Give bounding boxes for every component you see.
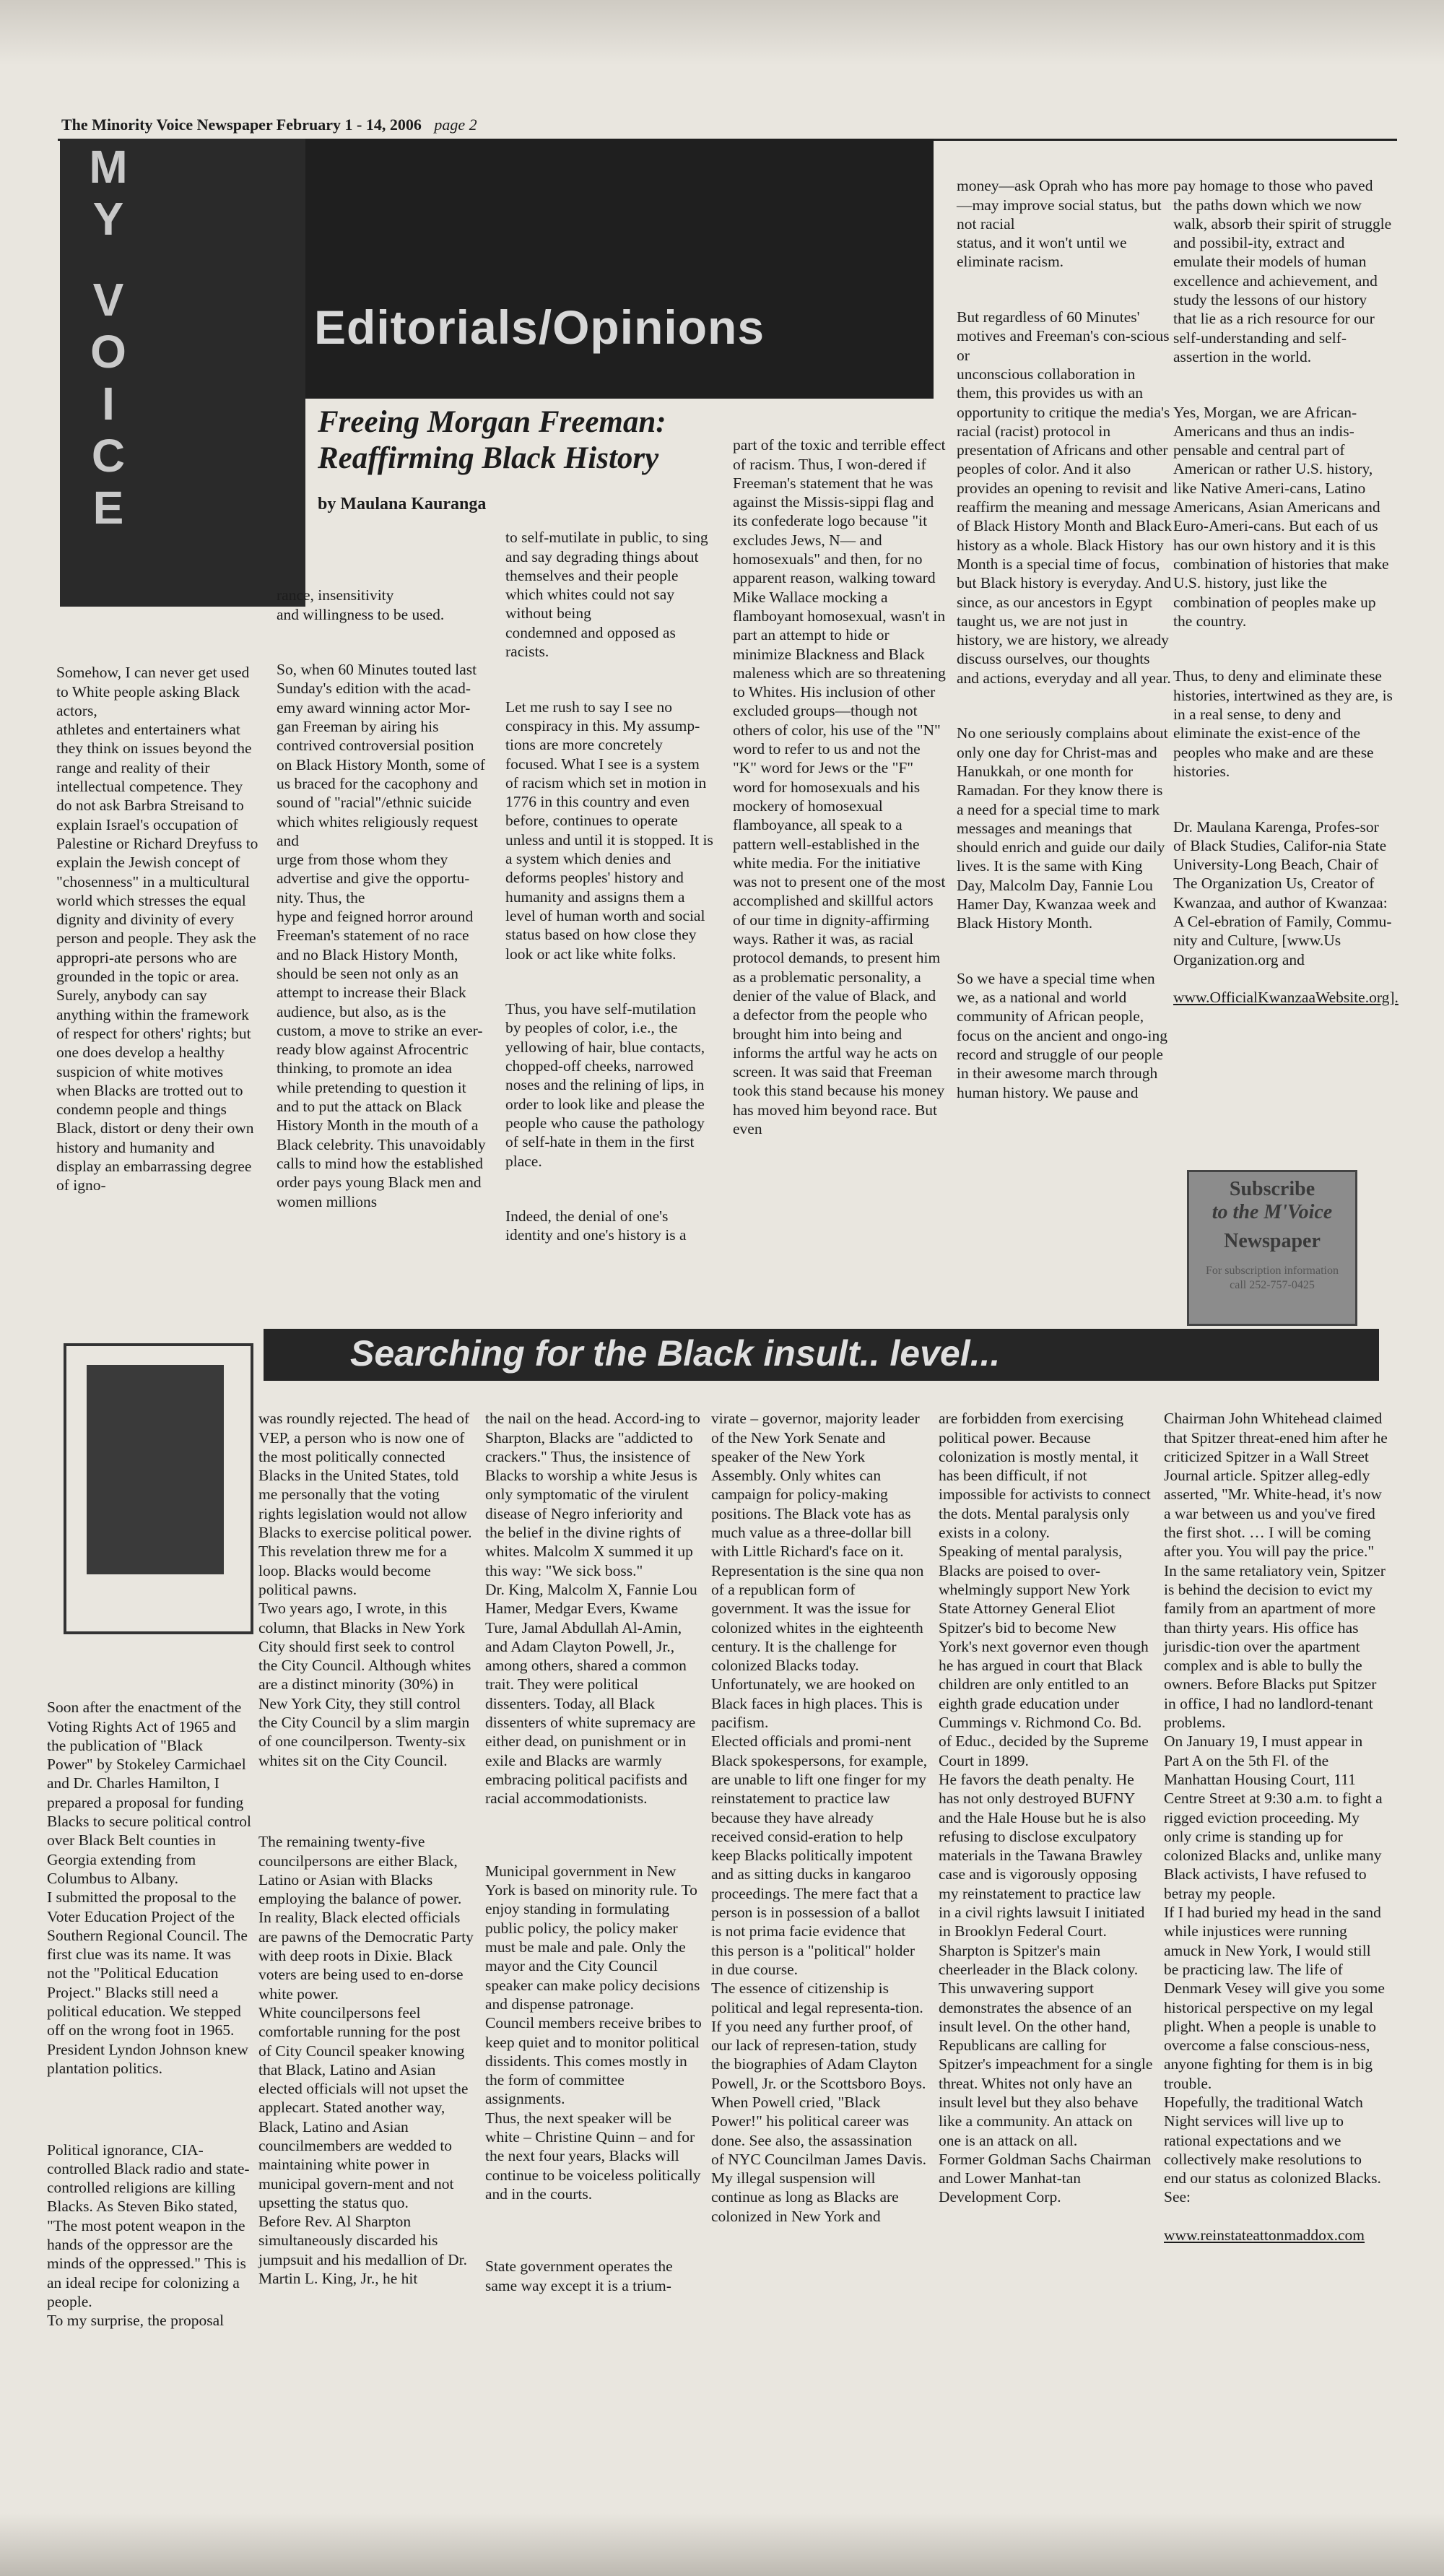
paragraph: So, when 60 Minutes touted last Sunday's edition with the acad-emy award winning actor Mor-gan Freeman by airing his contrived controversial position on Black History Month, some of us braced for the cacophony and sound of "racial"/ethnic suicide which whites religiously request and urge from those whom they advertise and give the opportu-nity. Thus, the hype and feigned horror around Freeman's statement of no race and no Black History Month, should be seen not only as an attempt to increase their Black audience, but also, as is the custom, a move to strike an ever-ready blow against Afrocentric thinking, to promote an idea while pretending to question it and to put the attack on Black History Month in the mouth of a Black celebrity. This unavoidably calls to mind how the established order pays young Black men and women millions <box>277 661 486 1210</box>
article1-column-3 <box>505 509 715 1281</box>
article2-column-5 <box>939 1390 1155 2243</box>
article2-column-6 <box>1164 1390 1388 2264</box>
author-photo <box>87 1365 224 1574</box>
paragraph: Dr. Maulana Karenga, Profes-sor of Black Studies, Califor-nia State University-Long Beach, Chair of The Organization Us, Creator of Kwanzaa, and author of Kwanzaa: A Cel-ebration of Family, Commu-nity and Culture, [www.Us Organization.org and <box>1173 818 1392 968</box>
scan-edge-top <box>0 0 1444 65</box>
section-title: Editorials/Opinions <box>314 300 765 354</box>
scan-edge-bottom <box>0 2513 1444 2576</box>
paragraph: the nail on the head. Accord-ing to Sharpton, Blacks are "addicted to crackers." Thus, the insistence of Blacks to worship a white Jesus is only symptomatic of the virulent disease of Negro inferiority and the belief in the divine rights of whites. Malcolm X summed it up this way: "We sick boss." Dr. King, Malcolm X, Fannie Lou Hamer, Medgar Evers, Kwame Ture, Jamal Abdullah Al-Amin, and Adam Clayton Powell, Jr., among others, shared a common trait. They were political dissenters. Today, all Black dissenters of white supremacy are either dead, on punishment or in exile and Blacks are warmly embracing political pacifists and racial accommodationists. <box>485 1410 700 1808</box>
ad-line: Newspaper <box>1224 1230 1321 1252</box>
paragraph: are forbidden from exercising political power. Because colonization is mostly mental, it has been difficult, if not impossible for activists to connect the dots. Mental paralysis only exists in a colony. Speaking of mental paralysis, Blacks are poised to over-whelmingly support New York State Attorney General Eliot Spitzer's bid to become New York's next governor even though he has argued in court that Black children are only entitled to an eighth grade education under Cummings v. Richmond Co. Bd. of Educ., decided by the Supreme Court in 1899. He favors the death penalty. He has not only destroyed BUFNY and the Hale House but he is also refusing to disclose exculpatory materials in the Tawana Brawley case and is vigorously opposing my reinstatement to practice law in a civil rights lawsuit I initiated in Brooklyn Federal Court. Sharpton is Spitzer's main cheerleader in the Black colony. This unwavering support demonstrates the absence of an insult level. On the other hand, Republicans are calling for Spitzer's impeachment for a single threat. Whites not only have an insult level but they also behave like a community. An attack on one is an attack on all. Former Goldman Sachs Chairman and Lower Manhat-tan Development Corp. <box>939 1410 1153 2206</box>
article1-column-1 <box>56 644 260 1231</box>
my-voice-vertical-logo <box>83 141 134 534</box>
paragraph: No one seriously complains about only one day for Christ-mas and Hanukkah, or one month for Ramadan. For they know there is a need for a special time to mark messages and meanings that should enrich and guide our daily lives. It is the same with King Day, Malcolm Day, Fannie Lou Hamer Day, Kwanzaa week and Black History Month. <box>957 724 1168 932</box>
article2-column-1 <box>47 1679 253 2367</box>
ad-line: For subscription information <box>1206 1265 1339 1277</box>
paragraph: Yes, Morgan, we are African-Americans and thus an indis-pensable and central part of American or rather U.S. history, like Native Ameri-cans, Latino Americans, Asian Americans and Euro-Ameri-cans. But each of us has our own history and it is this combination of histories that make U.S. history, just like the combination of peoples make up the country. <box>1173 403 1389 630</box>
paragraph: part of the toxic and terrible effect of racism. Thus, I won-dered if Freeman's statement that he was against the Missis-sippi flag and its confederate logo because "it excludes Jews, N— and homosexuals" and then, for no apparent reason, walking toward Mike Wallace mocking a flamboyant homosexual, wasn't in part an attempt to hide or minimize Blackness and Black maleness which are so threatening to Whites. His inclusion of other excluded groups—though not others of color, his use of the "N" word to refer to us and not the "K" word for Jews or the "F" word for homosexuals and his mockery of homosexual flamboyance, all speak to a pattern well-established in the white media. For the initiative was not to present one of the most accomplished and skillful actors of our time in dignity-affirming ways. Rather it was, as racial protocol demands, to present him as a problematic personality, a denier of the value of Black, and a defector from the people who brought him into being and informs the artful way he acts on screen. It was said that Freeman took this stand because his money has moved him beyond race. But even <box>733 436 946 1137</box>
headline-line-2: Reaffirming Black History <box>318 441 659 475</box>
logo-letter: Y <box>92 193 124 245</box>
logo-letter: V <box>92 274 124 326</box>
paragraph: State government operates the same way except it is a trium- <box>485 2258 673 2294</box>
headline-line-1: Freeing Morgan Freeman: <box>318 405 666 439</box>
paragraph: So we have a special time when we, as a national and world community of African people, focus on the ancient and ongo-ing record and struggle of our people in their awesome march through human history. We pause and <box>957 969 1167 1101</box>
article1-column-5 <box>957 157 1173 1138</box>
article1-column-2 <box>277 567 486 1247</box>
paragraph: rance, insensitivity and willingness to be used. <box>277 586 445 623</box>
header-page-number: page 2 <box>434 116 477 134</box>
article1-column-6 <box>1173 157 1399 1026</box>
paragraph: Municipal government in New York is based on minority rule. To enjoy standing in formulating public policy, the policy maker must be male and pale. Only the mayor and the City Council speaker can make policy decisions and dispense patronage. Council members receive bribes to keep quiet and to monitor political dissidents. This comes mostly in the form of committee assignments. Thus, the next speaker will be white – Christine Quinn – and for the next four years, Blacks will continue to be voiceless politically and in the courts. <box>485 1862 702 2203</box>
paragraph: Chairman John Whitehead claimed that Spitzer threat-ened him after he criticized Spitzer in a Wall Street Journal article. Spitzer alleg-edly asserted, "Mr. White-head, it's now a war between us and you've fired the first shot. … I will be coming after you. You will pay the price." In the same retaliatory vein, Spitzer is behind the decision to evict my family from an apartment of more than thirty years. His office has jurisdic-tion over the apartment complex and is able to bully the owners. Before Blacks put Spitzer in office, I had no landlord-tenant problems. On January 19, I must appear in Part A on the 5th Fl. of the Manhattan Housing Court, 111 Centre Street at 9:30 a.m. to fight a rigged eviction proceeding. My only crime is standing up for colonized Blacks and, unlike many Black activists, I have refused to betray my people. If I had buried my head in the sand while injustices were running amuck in New York, I would still be practicing law. The life of Denmark Vesey will give you some historical perspective on my legal plight. When a people is unable to overcome a false conscious-ness, anyone fighting for them is in big trouble. Hopefully, the traditional Watch Night services will live up to rational expectations and we collectively make resolutions to end our status as colonized Blacks. See: <box>1164 1410 1388 2206</box>
reinstate-website-link[interactable]: www.reinstateattonmaddox.com <box>1164 2226 1365 2245</box>
paragraph: Thus, to deny and eliminate these histories, intertwined as they are, is in a real sense, to deny and eliminate the exist-ence of the peoples who make and are these histories. <box>1173 667 1393 780</box>
paragraph: to self-mutilate in public, to sing and say degrading things about themselves and their people which whites could not say without being condemned and opposed as racists. <box>505 529 708 661</box>
ad-line: to the M'Voice <box>1212 1201 1333 1223</box>
paragraph: Let me rush to say I see no conspiracy in this. My assump-tions are more concretely focused. What I see is a system of racism which set in motion in 1776 in this country and even before, continues to operate unless and until it is stopped. It is a system which denies and deforms peoples' history and humanity and assigns them a level of human worth and social status based on how close they look or act like white folks. <box>505 698 713 963</box>
paragraph: Indeed, the denial of one's identity and one's history is a <box>505 1207 687 1244</box>
paragraph: pay homage to those who paved the paths down which we now walk, absorb their spirit of struggle and possibil-ity, extract and emulate their models of human excellence and achievement, and study the lessons of our history that lie as a rich resource for our self-understanding and self-assertion in the world. <box>1173 177 1392 365</box>
logo-letter: C <box>91 430 126 482</box>
paragraph: was roundly rejected. The head of VEP, a person who is now one of the most politically connected Blacks in the United States, told me personally that the voting rights legislation would not allow Blacks to exercise political power. This revelation threw me for a loop. Blacks would become political pawns. Two years ago, I wrote, in this column, that Blacks in New York City should first seek to control the City Council. Although whites are a distinct minority (30%) in New York City, they still control the City Council by a slim margin of one councilperson. Twenty-six whites sit on the City Council. <box>258 1410 472 1769</box>
page-header <box>61 116 1397 140</box>
logo-letter: E <box>92 482 124 534</box>
paragraph: But regardless of 60 Minutes' motives and Freeman's con-scious or unconscious collaboration in them, this provides us with an opportunity to critique the media's racial (racist) protocol in presentation of Africans and other peoples of color. And it also provides an opening to revisit and reaffirm the meaning and message of Black History Month and Black history as a whole. Black History Month is a special time of focus, but Black history is everyday. And since, as our ancestors in Egypt taught us, we are not just in history, we are history, we already discuss ourselves, our thoughts and actions, everyday and all year. <box>957 308 1172 687</box>
article2-column-3 <box>485 1390 702 2331</box>
paragraph: Soon after the enactment of the Voting Rights Act of 1965 and the publication of "Black Power" by Stokeley Carmichael and Dr. Charles Hamilton, I prepared a proposal for funding Blacks to secure political control over Black Belt counties in Georgia extending from Columbus to Albany. I submitted the proposal to the Voter Education Project of the Southern Regional Council. The first clue was its name. It was not the "Political Education Project." Blacks still need a political education. We stepped off on the wrong foot in 1965. President Lyndon Johnson knew plantation politics. <box>47 1699 251 2077</box>
paragraph: virate – governor, majority leader of the New York Senate and speaker of the New York Assembly. Only whites can campaign for policy-making positions. The Black vote has as much value as a three-dollar bill with Little Richard's face on it. Representation is the sine qua non of a republican form of government. It was the issue for colonized whites in the eighteenth century. It is the challenge for colonized Blacks today. Unfortunately, we are hooked on Black faces in high places. This is pacifism. Elected officials and promi-nent Black spokespersons, for example, are unable to lift one finger for my reinstatement to practice law because they have already received consid-eration to help keep Blacks politically impotent and as sitting ducks in kangaroo proceedings. The mere fact that a person is in possession of a ballot is not prima facie evidence that this person is a "political" holder in due course. The essence of citizenship is political and legal representa-tion. If you need any further proof, of our lack of represen-tation, study the biographies of Adam Clayton Powell, Jr. or the Scottsboro Boys. When Powell cried, "Black Power!" his political career was done. See also, the assassination of NYC Councilman James Davis. My illegal suspension will continue as long as Blacks are colonized in New York and <box>711 1410 928 2225</box>
logo-letter: M <box>89 141 128 193</box>
kwanzaa-website-link[interactable]: www.OfficialKwanzaaWebsite.org]. <box>1173 989 1399 1007</box>
article2-headline: Searching for the Black insult.. level... <box>350 1333 1001 1374</box>
header-publication: The Minority Voice Newspaper February 1 - 14, 2006 <box>61 116 422 134</box>
article1-column-4 <box>733 417 946 1175</box>
ad-line: Subscribe <box>1229 1178 1315 1200</box>
article2-column-4 <box>711 1390 928 2262</box>
paragraph: Thus, you have self-mutilation by peoples of color, i.e., the yellowing of hair, blue contacts, chopped-off cheeks, narrowed noses and the relining of lips, in order to look like and please the people who cause the pathology of self-hate in them in the first place. <box>505 1000 705 1170</box>
article-headline <box>318 404 722 477</box>
logo-letter: I <box>102 378 115 430</box>
logo-letter: O <box>90 326 126 378</box>
paragraph: The remaining twenty-five councilpersons are either Black, Latino or Asian with Blacks employing the balance of power. In reality, Black elected officials are pawns of the Democratic Party with deep roots in Dixie. Black voters are being used to en-dorse white power. White councilpersons feel comfortable running for the post of City Council speaker knowing that Black, Latino and Asian elected officials will not upset the applecart. Stated another way, Black, Latino and Asian councilmembers are wedded to maintaining white power in municipal govern-ment and not upsetting the status quo. Before Rev. Al Sharpton simultaneously discarded his jumpsuit and his medallion of Dr. Martin L. King, Jr., he hit <box>258 1833 474 2288</box>
article2-column-2 <box>258 1390 475 2325</box>
subscribe-ad[interactable] <box>1187 1170 1357 1326</box>
paragraph: money—ask Oprah who has more—may improve social status, but not racial status, and it won't until we eliminate racism. <box>957 177 1169 271</box>
article-byline: by Maulana Kauranga <box>318 495 487 513</box>
ad-phone: call 252-757-0425 <box>1230 1279 1315 1291</box>
paragraph: Somehow, I can never get used to White people asking Black actors, athletes and entertainers what they think on issues beyond the range and reality of their intellectual competence. They do not ask Barbra Streisand to explain Israel's occupation of Palestine or Richard Dreyfuss to explain the Jewish concept of "chosenness" in a multicultural world which stresses the equal dignity and divinity of every person and people. They ask the appropri-ate persons who are grounded in the topic or area. Surely, anybody can say anything within the framework of respect for others' rights; but one does develop a healthy suspicion of white motives when Blacks are trotted out to condemn people and things Black, distort or deny their own history and humanity and display an embarrassing degree of igno- <box>56 664 258 1194</box>
paragraph: Political ignorance, CIA-controlled Black radio and state-controlled religions are killing Blacks. As Steven Biko stated, "The most potent weapon in the hands of the oppressor are the minds of the oppressed." This is an ideal recipe for colonizing a people. To my surprise, the proposal <box>47 2141 250 2330</box>
